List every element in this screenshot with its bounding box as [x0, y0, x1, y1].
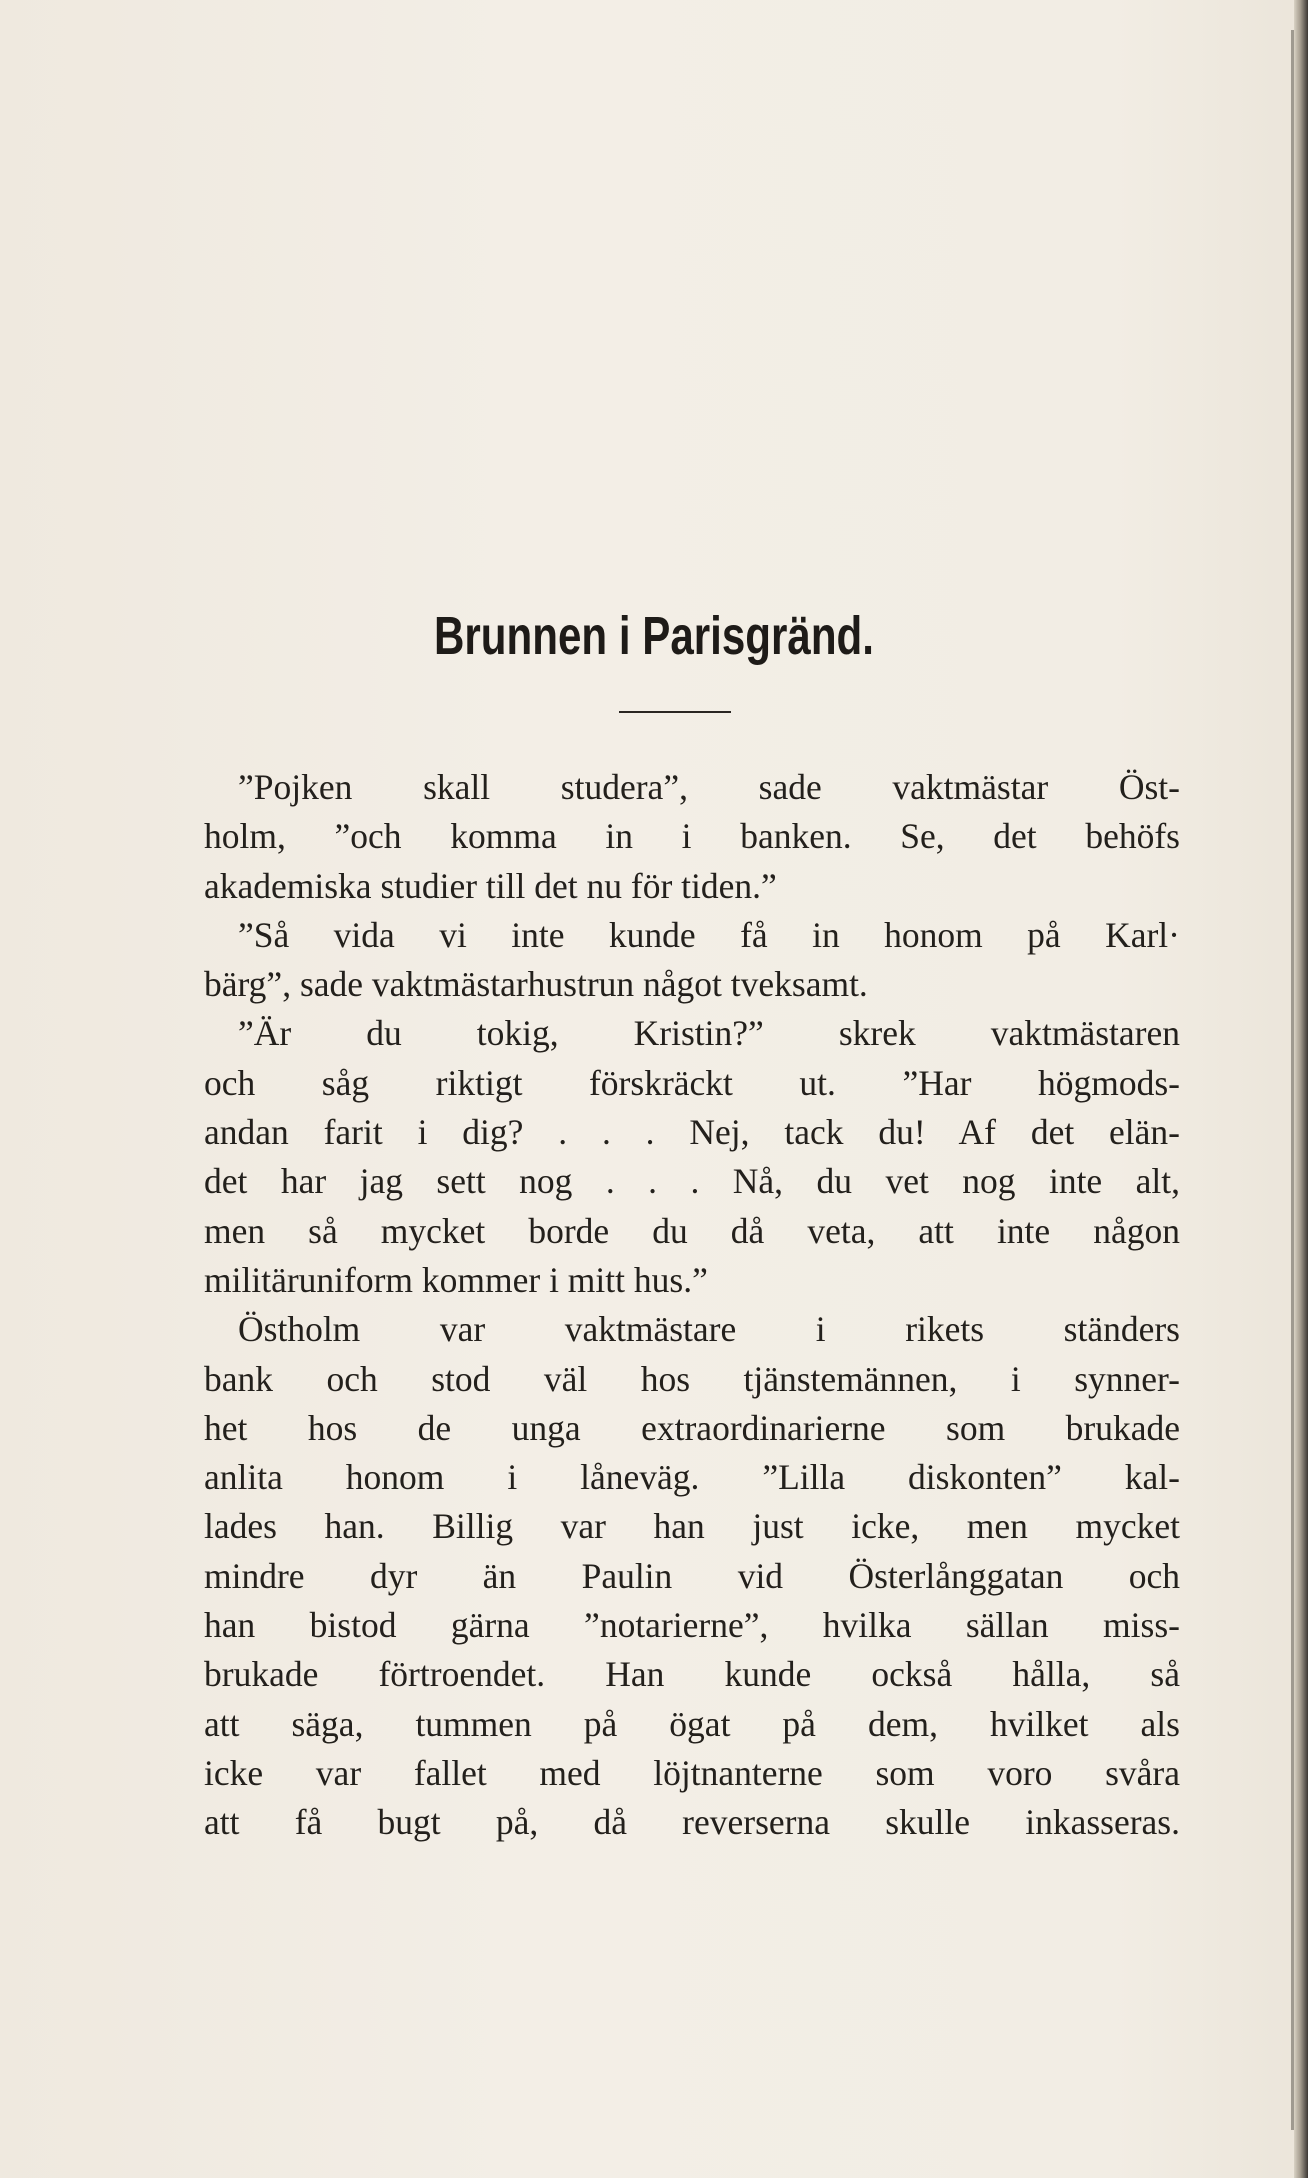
text-line: militäruniform kommer i mitt hus.” [204, 1259, 708, 1300]
page-edge [1294, 0, 1308, 2178]
text-line: han bistod gärna ”notarierne”, hvilka sällan miss- [204, 1605, 1180, 1646]
text-line: akademiska studier till det nu för tiden.” [204, 865, 777, 906]
title-rule [619, 711, 731, 713]
text-line: brukade förtroendet. Han kunde också hålla, så [204, 1654, 1180, 1695]
text-line: och såg riktigt förskräckt ut. ”Har högmods- [204, 1062, 1180, 1103]
text-line: det har jag sett nog . . . Nå, du vet nog inte alt, [204, 1161, 1180, 1202]
text-line: bank och stod väl hos tjänstemännen, i synner- [204, 1358, 1180, 1399]
text-line: ”Pojken skall studera”, sade vaktmästar Öst- [238, 767, 1180, 807]
text-line: anlita honom i låneväg. ”Lilla diskonten” kal- [204, 1457, 1180, 1498]
text-line: men så mycket borde du då veta, att inte någon [204, 1210, 1180, 1251]
body-text [204, 763, 1180, 1848]
text-line: ”Är du tokig, Kristin?” skrek vaktmästaren [238, 1013, 1180, 1054]
text-line: mindre dyr än Paulin vid Österlånggatan och [204, 1555, 1180, 1596]
text-line: lades han. Billig var han just icke, men mycket [204, 1506, 1180, 1547]
text-line: het hos de unga extraordinarierne som brukade [204, 1407, 1180, 1448]
text-line: holm, ”och komma in i banken. Se, det behöfs [204, 816, 1180, 857]
text-line: icke var fallet med löjtnanterne som voro svåra [204, 1752, 1180, 1793]
text-line: bärg”, sade vaktmästarhustrun något tveksamt. [204, 964, 868, 1005]
text-line: Östholm var vaktmästare i rikets ständers [238, 1309, 1180, 1350]
chapter-title: Brunnen i Parisgränd. [433, 606, 874, 666]
text-line: att säga, tummen på ögat på dem, hvilket als [204, 1703, 1180, 1744]
text-line: andan farit i dig? . . . Nej, tack du! Af det elän- [204, 1112, 1180, 1153]
text-line: att få bugt på, då reverserna skulle inkasseras. [204, 1802, 1180, 1843]
text-line: ”Så vida vi inte kunde få in honom på Karl· [238, 914, 1180, 955]
